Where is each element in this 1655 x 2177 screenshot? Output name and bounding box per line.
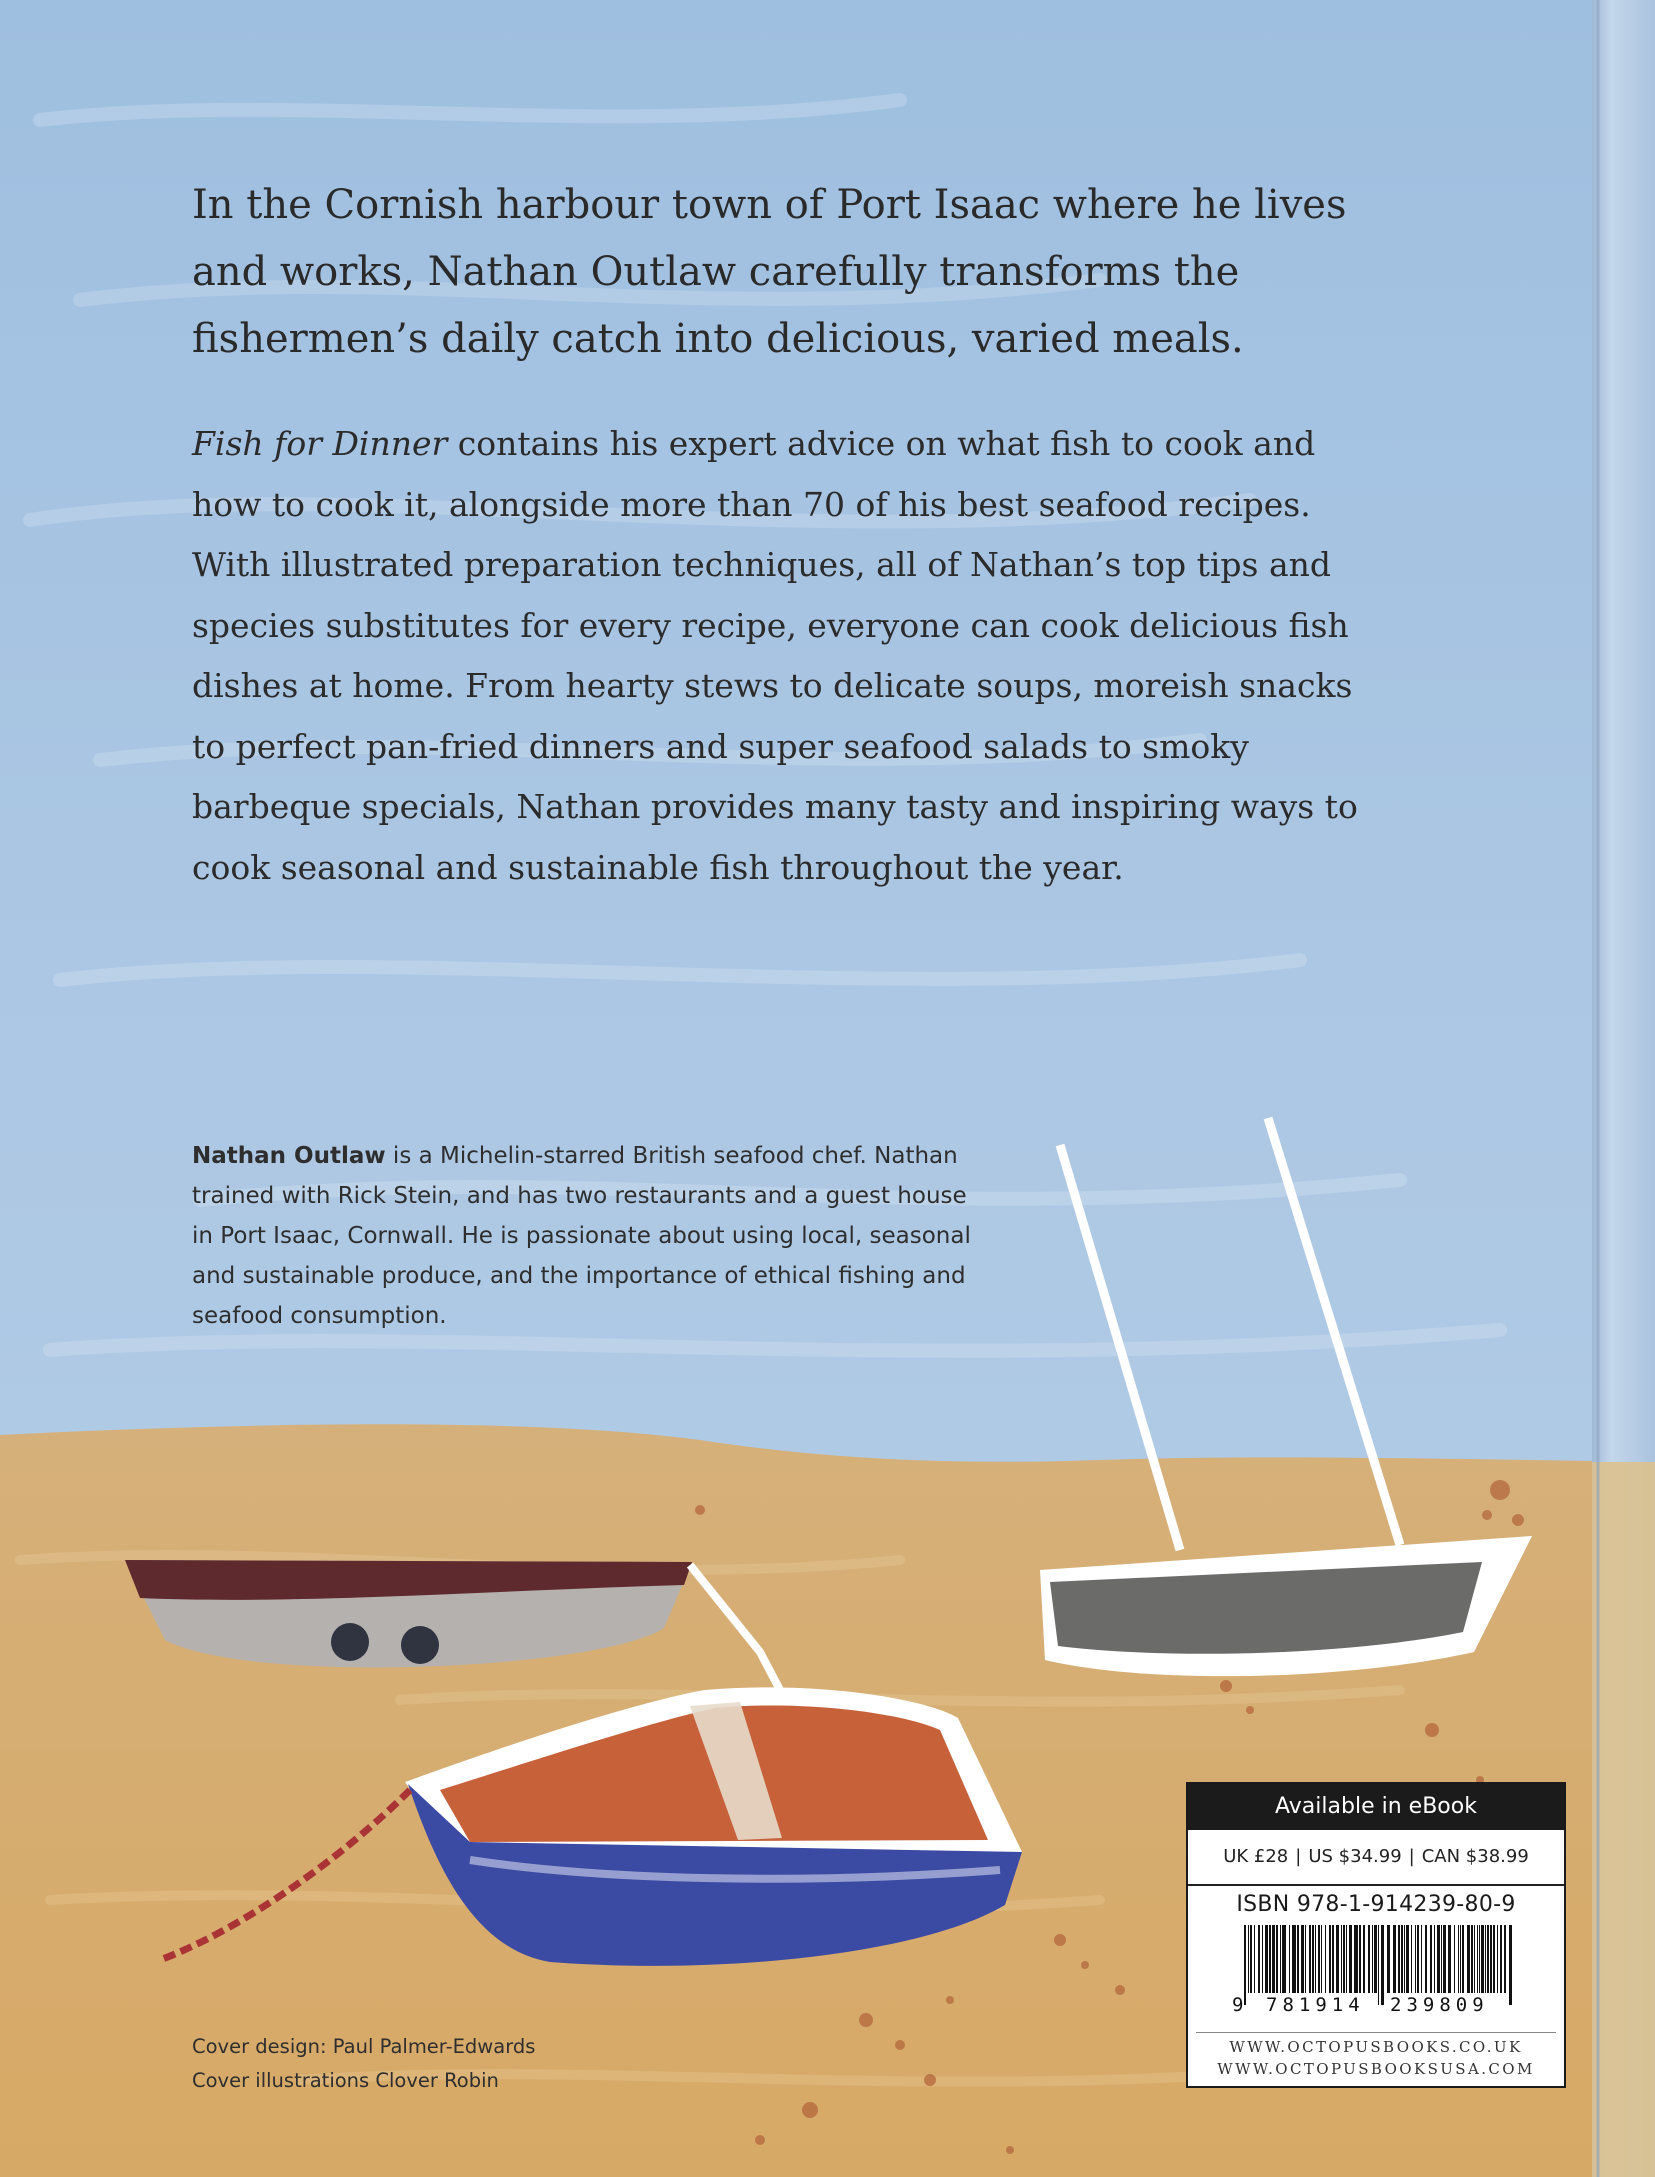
barcode-bar xyxy=(1430,1925,1432,1993)
barcode-bar xyxy=(1258,1925,1260,1993)
barcode-bar xyxy=(1374,1925,1377,1993)
url-usa: WWW.OCTOPUSBOOKSUSA.COM xyxy=(1217,2060,1535,2078)
barcode-bar xyxy=(1282,1925,1286,1993)
barcode-bar xyxy=(1301,1925,1304,1993)
barcode-bar xyxy=(1393,1925,1396,1993)
barcode-bar xyxy=(1398,1925,1400,1993)
barcode-bar xyxy=(1421,1925,1422,1993)
cover-illustration-credit: Cover illustrations Clover Robin xyxy=(192,2069,499,2092)
barcode-bar xyxy=(1248,1925,1249,1993)
description-text: contains his expert advice on what fish to cook and how to cook it, alongside more than 70 of his best seafood recipes. With illustrated preparation techniques, all of Nathan’s top tips and species substitutes for every recipe, everyone can cook delicious fish dishes at home. From hearty stews to delicate soups, moreish snacks to perfect pan-fried dinners and super seafood salads to smoky barbeque specials, Nathan provides many tasty and inspiring ways to cook seasonal and sustainable fish throughout the year. xyxy=(192,424,1358,887)
barcode-bar xyxy=(1434,1925,1435,1993)
barcode-bar xyxy=(1354,1925,1358,1993)
isbn: ISBN 978-1-914239-80-9 xyxy=(1236,1892,1516,1917)
barcode-bar xyxy=(1265,1925,1268,1993)
barcode-bar xyxy=(1443,1925,1446,1993)
barcode-bar xyxy=(1477,1925,1478,1993)
url-uk: WWW.OCTOPUSBOOKS.CO.UK xyxy=(1229,2038,1523,2056)
price-barcode-box xyxy=(1186,1782,1566,2088)
barcode-bar xyxy=(1487,1925,1489,1993)
barcode-bar xyxy=(1321,1925,1322,1993)
barcode-bar xyxy=(1406,1925,1409,1993)
barcode-bar xyxy=(1272,1925,1275,1993)
barcode-bar xyxy=(1363,1925,1365,1993)
barcode-bar xyxy=(1458,1925,1459,1993)
ebook-banner: Available in eBook xyxy=(1188,1784,1564,1830)
barcode-bar xyxy=(1462,1925,1464,1993)
barcode-bar xyxy=(1460,1925,1461,1993)
barcode-bar xyxy=(1479,1925,1480,1993)
barcode-bar xyxy=(1454,1925,1455,1993)
barcode-icon xyxy=(1226,1921,1526,2013)
barcode-bar xyxy=(1309,1925,1311,1993)
barcode-bar xyxy=(1359,1925,1361,1993)
barcode-bar xyxy=(1500,1925,1502,1993)
barcode-bar xyxy=(1441,1925,1442,1993)
price-separator: | xyxy=(1295,1846,1302,1867)
description-paragraph xyxy=(192,414,1382,898)
barcode-bar xyxy=(1378,1925,1379,2005)
barcode-bar xyxy=(1381,1925,1384,2005)
barcode-bar xyxy=(1280,1925,1281,1993)
barcode-bar xyxy=(1425,1925,1427,1993)
author-bio xyxy=(192,1136,972,1336)
barcode-bar xyxy=(1289,1925,1290,1993)
barcode-bar xyxy=(1493,1925,1495,1993)
barcode-bar xyxy=(1467,1925,1470,1993)
barcode-bar xyxy=(1490,1925,1492,1993)
barcode-bar xyxy=(1368,1925,1370,1993)
barcode-bar xyxy=(1315,1925,1316,1993)
barcode-bar xyxy=(1404,1925,1405,1993)
price-separator: | xyxy=(1408,1846,1415,1867)
barcode-bar xyxy=(1336,1925,1339,1993)
barcode-bar xyxy=(1497,1925,1498,1993)
barcode-bar xyxy=(1250,1925,1252,1993)
cover-design-credit: Cover design: Paul Palmer-Edwards xyxy=(192,2035,536,2058)
barcode-bar xyxy=(1244,1925,1246,2005)
barcode-bar xyxy=(1305,1925,1306,1993)
barcode-bar xyxy=(1297,1925,1299,1993)
barcode-bar xyxy=(1401,1925,1403,1993)
barcode-bar xyxy=(1471,1925,1473,1993)
barcode-digits: 781914 xyxy=(1266,1994,1365,2013)
barcode-bar xyxy=(1448,1925,1451,1993)
barcode-bar xyxy=(1481,1925,1484,1993)
barcode-bar xyxy=(1332,1925,1334,1993)
barcode-bar xyxy=(1329,1925,1331,1993)
barcode-bar xyxy=(1292,1925,1296,1993)
barcode-bar xyxy=(1312,1925,1314,1993)
barcode-bar xyxy=(1276,1925,1278,1993)
barcode-bar xyxy=(1343,1925,1345,1993)
barcode-bar xyxy=(1415,1925,1416,1993)
barcode-bar xyxy=(1485,1925,1486,1993)
barcode-bar xyxy=(1417,1925,1419,1993)
barcode-bar xyxy=(1504,1925,1506,1993)
barcode-digits: 9 xyxy=(1232,1994,1249,2013)
barcode-bar xyxy=(1318,1925,1320,1993)
barcode-bar xyxy=(1346,1925,1347,1993)
price-line xyxy=(1188,1830,1564,1886)
price-can: CAN $38.99 xyxy=(1421,1846,1529,1867)
barcode-bar xyxy=(1474,1925,1475,1993)
price-us: US $34.99 xyxy=(1308,1846,1402,1867)
book-title: Fish for Dinner xyxy=(192,424,448,463)
barcode-bar xyxy=(1349,1925,1352,1993)
intro-paragraph: In the Cornish harbour town of Port Isaac where he lives and works, Nathan Outlaw carefully transforms the fishermen’s daily catch into delicious, varied meals. xyxy=(192,182,1347,362)
barcode-bar xyxy=(1341,1925,1342,1993)
barcode-bar xyxy=(1325,1925,1326,1993)
barcode-bar xyxy=(1269,1925,1271,1993)
cover-credits xyxy=(192,2030,592,2098)
barcode-bar xyxy=(1387,1925,1390,1993)
barcode-bar xyxy=(1437,1925,1440,1993)
barcode-bar xyxy=(1411,1925,1412,1993)
author-bio-text: is a Michelin-starred British seafood chef. Nathan trained with Rick Stein, and has two restaurants and a guest house in Port Isaac, Cornwall. He is passionate about using local, seasonal and sustainable produce, and the importance of ethical fishing and seafood consumption. xyxy=(192,1143,971,1329)
publisher-urls xyxy=(1196,2032,1556,2080)
barcode-bar xyxy=(1509,1925,1512,2005)
barcode-digits: 239809 xyxy=(1390,1994,1489,2013)
price-uk: UK £28 xyxy=(1223,1846,1289,1867)
barcode-bar xyxy=(1262,1925,1263,1993)
author-name: Nathan Outlaw xyxy=(192,1143,386,1169)
barcode-bar xyxy=(1372,1925,1373,1993)
barcode-bar xyxy=(1254,1925,1255,1993)
